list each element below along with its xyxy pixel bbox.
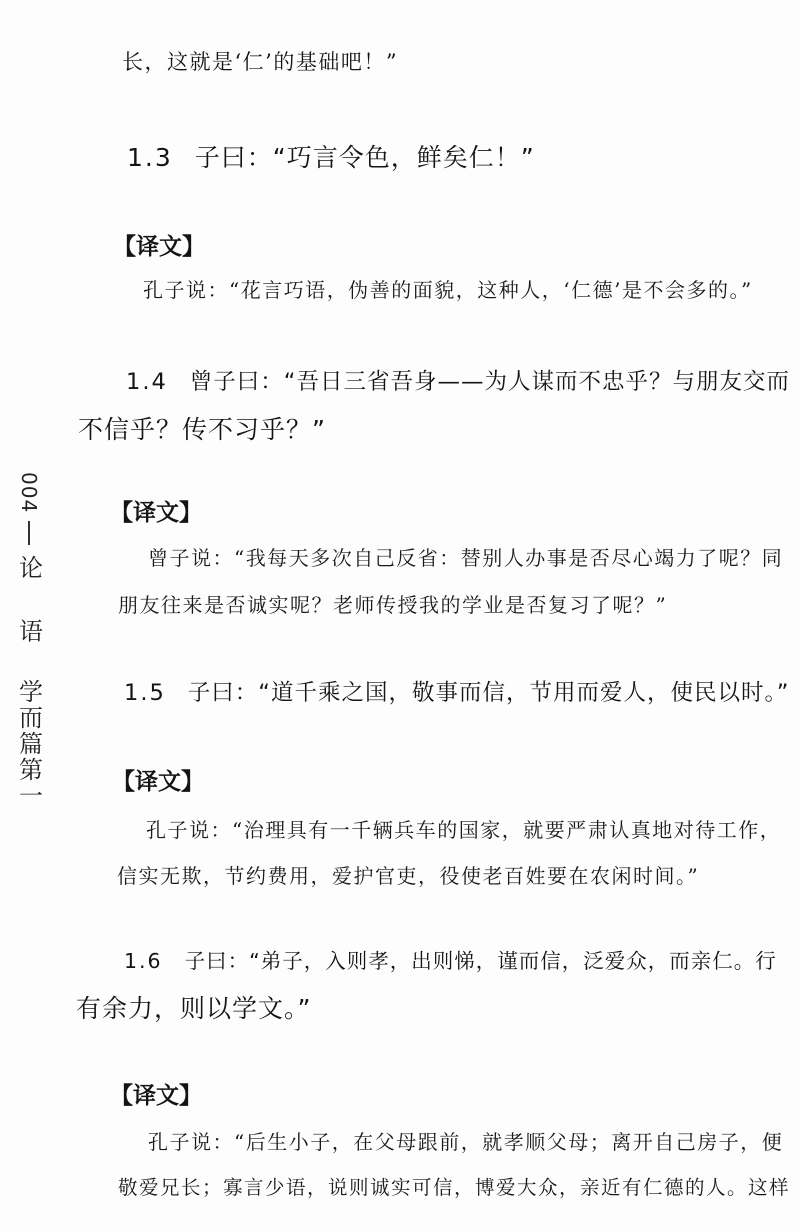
passage-number: 1.3	[127, 143, 173, 172]
passage-text: 子曰：“巧言令色，鲜矣仁！”	[194, 143, 535, 172]
translation-1-5-line-2: 信实无欺，节约费用，爱护官吏，役使老百姓要在农闲时间。”	[117, 864, 700, 888]
passage-text: 曾子曰：“吾日三省吾身——为人谋而不忠乎？与朋友交而	[189, 369, 790, 395]
translation-1-4-line-1: 曾子说：“我每天多次自己反省：替别人办事是否尽心竭力了呢？同	[148, 546, 784, 570]
passage-1-5-line-1	[124, 675, 789, 707]
translation-1-3-line-1: 孔子说：“花言巧语，伪善的面貌，这种人，‘仁德’是不会多的。”	[143, 278, 753, 302]
translation-heading: 【译文】	[112, 769, 204, 795]
passage-1-4-line-1	[126, 364, 790, 396]
translation-heading: 【译文】	[110, 500, 202, 526]
passage-1-6-line-2: 有余力，则以学文。”	[76, 994, 312, 1023]
page-number: 004	[17, 472, 41, 514]
passage-1-6-line-1	[124, 944, 777, 974]
passage-number: 1.6	[124, 949, 163, 973]
translation-heading: 【译文】	[113, 234, 205, 260]
translation-1-6-line-1: 孔子说：“后生小子，在父母跟前，就孝顺父母；离开自己房子，便	[148, 1130, 784, 1154]
passage-number: 1.4	[126, 369, 168, 395]
translation-1-5-line-1: 孔子说：“治理具有一千辆兵车的国家，就要严肃认真地对待工作，	[146, 818, 782, 842]
translation-heading: 【译文】	[110, 1083, 202, 1109]
passage-text: 子曰：“弟子，入则孝，出则悌，谨而信，泛爱众，而亲仁。行	[184, 949, 777, 973]
chapter-title: 学而篇第一	[14, 678, 43, 809]
passage-text: 子曰：“道千乘之国，敬事而信，节用而爱人，使民以时。”	[187, 680, 790, 706]
passage-1-4-line-2: 不信乎？传不习乎？”	[78, 415, 326, 444]
translation-1-4-line-2: 朋友往来是否诚实呢？老师传授我的学业是否复习了呢？”	[118, 593, 668, 617]
carry-over-text: 长，这就是‘仁’的基础吧！”	[122, 50, 399, 74]
book-title: 论 语	[14, 555, 43, 659]
running-head-divider	[28, 521, 30, 545]
passage-1-3-line-1	[127, 138, 535, 174]
passage-number: 1.5	[124, 680, 166, 706]
translation-1-6-line-2: 敬爱兄长；寡言少语，说则诚实可信，博爱大众，亲近有仁德的人。这样	[118, 1176, 791, 1199]
running-head	[9, 472, 49, 809]
